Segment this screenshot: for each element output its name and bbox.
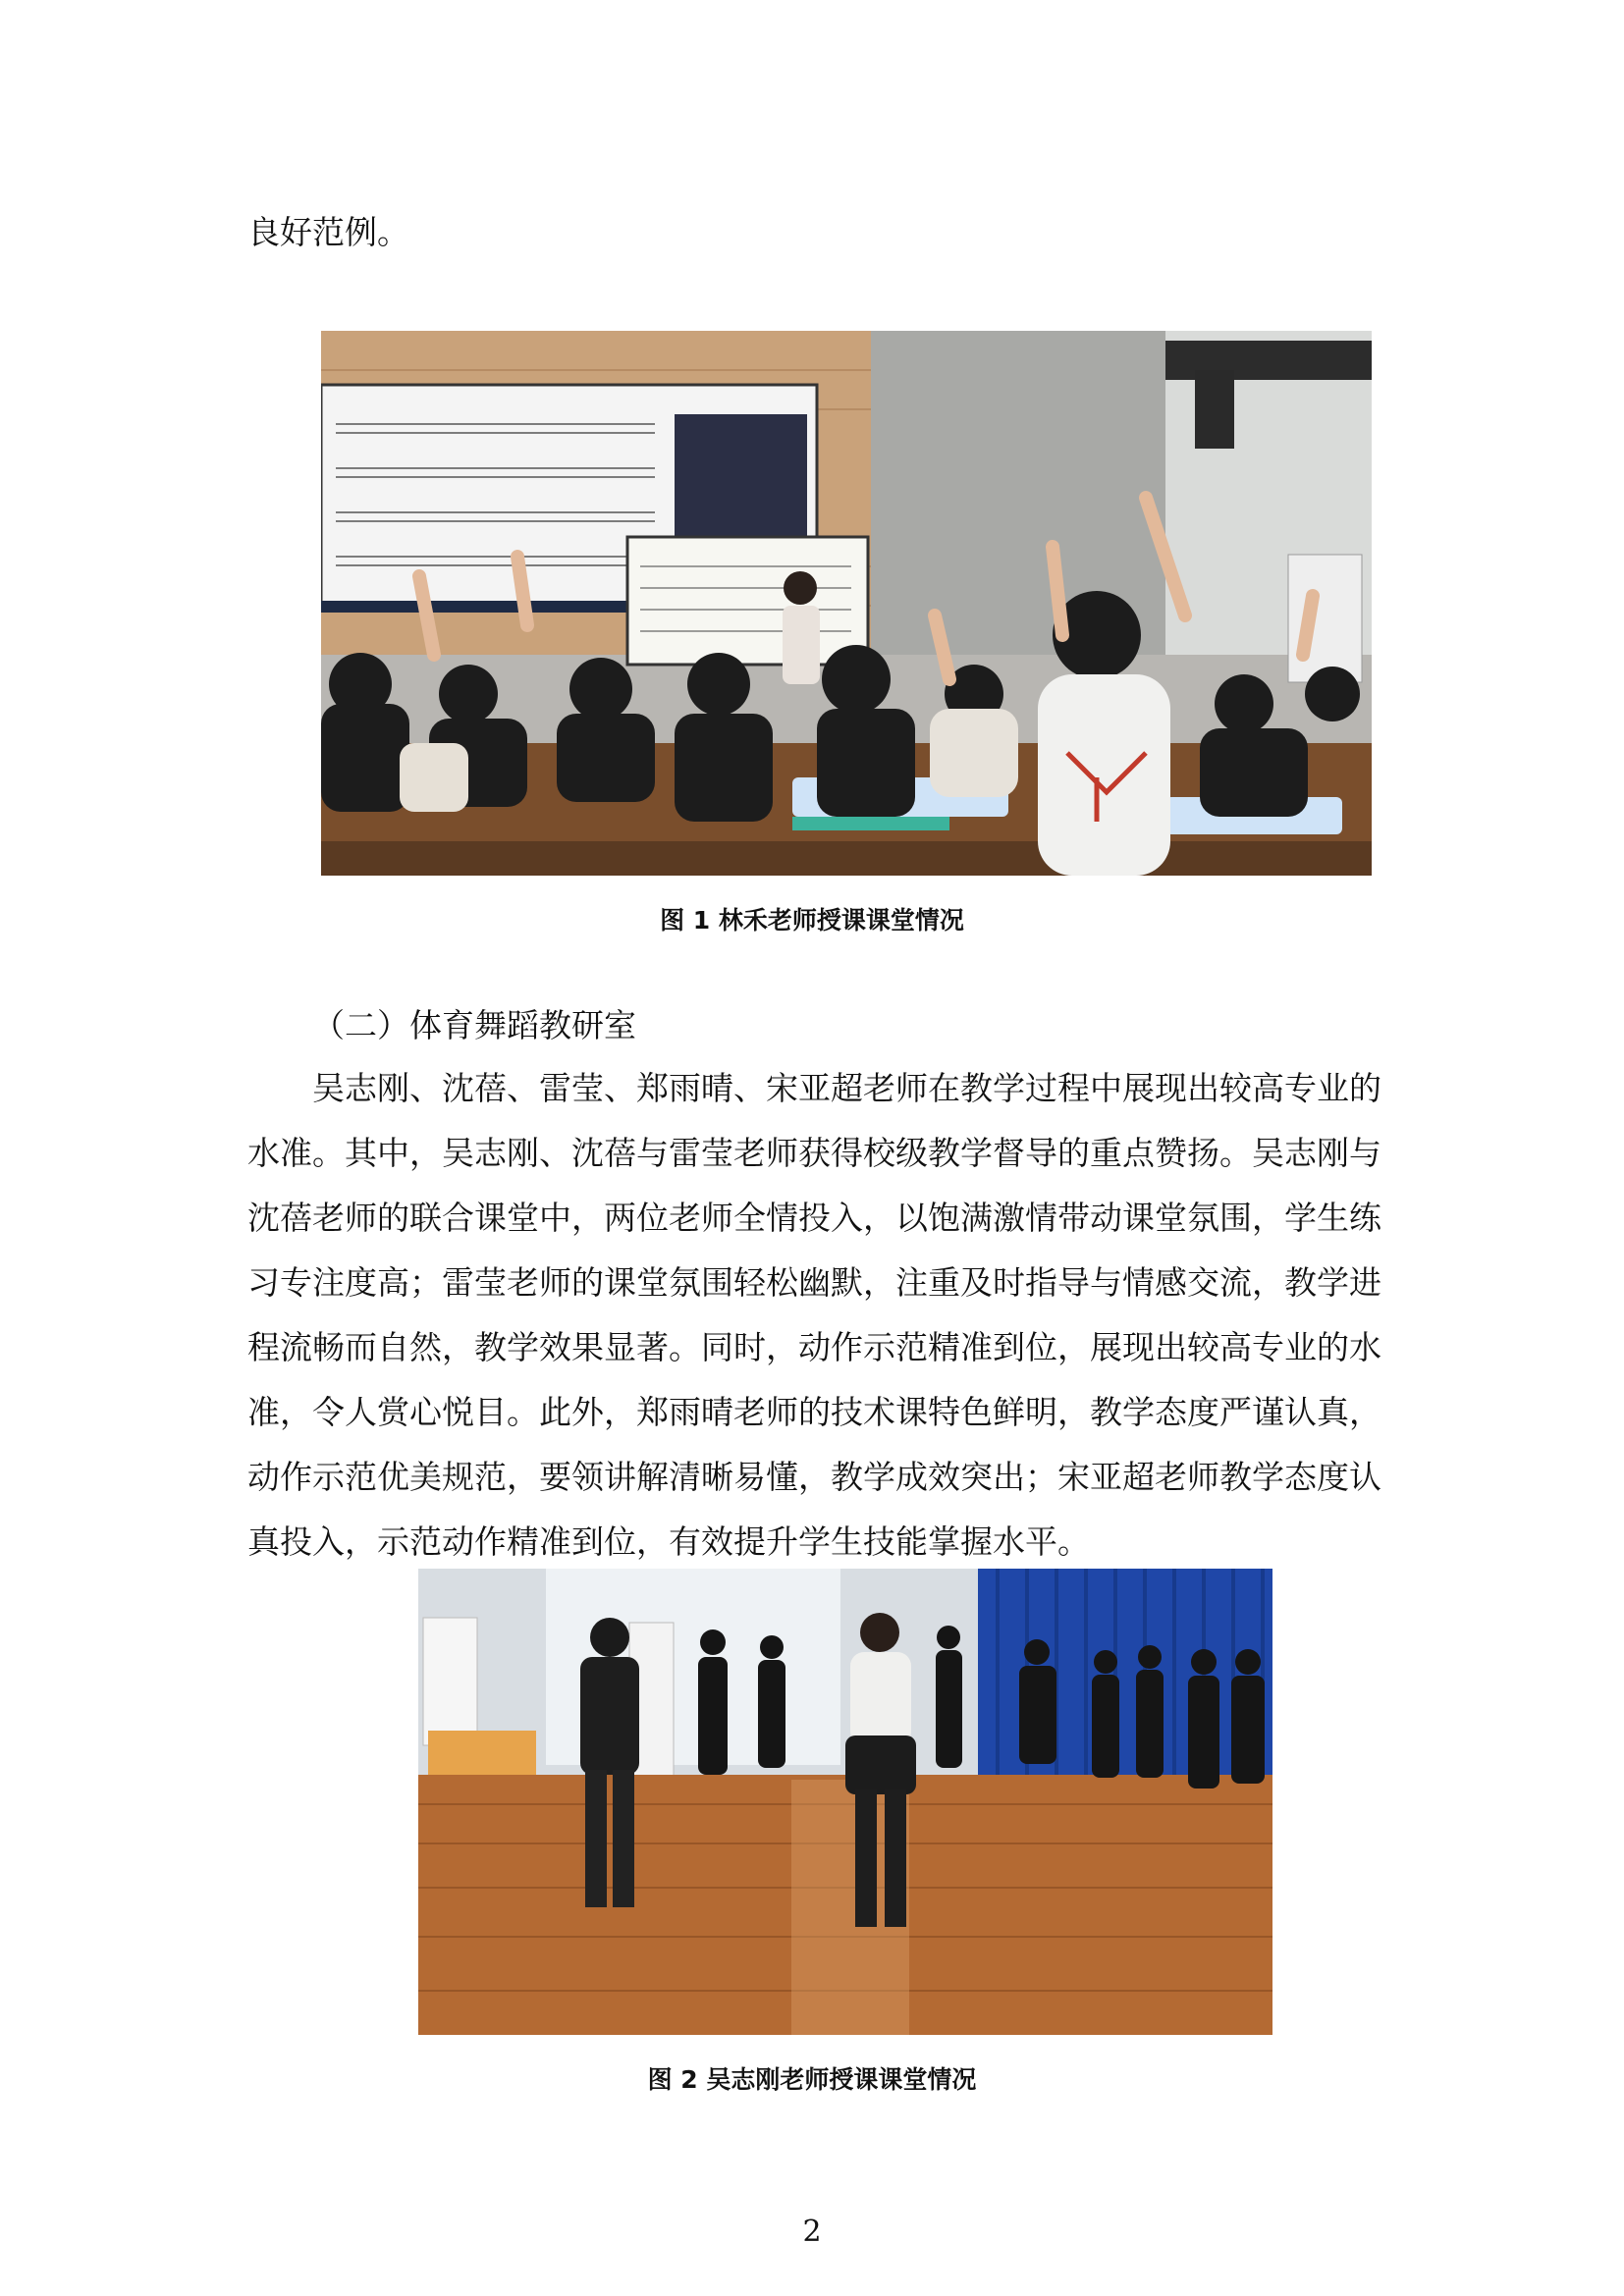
classroom-photo xyxy=(321,331,1372,876)
figure-2-photo xyxy=(418,1569,1272,2035)
figure-1-photo xyxy=(321,331,1372,876)
dance-studio-photo xyxy=(418,1569,1272,2035)
page-number: 2 xyxy=(802,2215,822,2249)
figure-1-caption: 图 1 林禾老师授课课堂情况 xyxy=(660,906,964,934)
section-heading: （二）体育舞蹈教研室 xyxy=(312,1006,636,1044)
top-text-fragment: 良好范例。 xyxy=(247,213,409,251)
figure-2-caption: 图 2 吴志刚老师授课课堂情况 xyxy=(647,2065,977,2094)
body-paragraph: 吴志刚、沈蓓、雷莹、郑雨晴、宋亚超老师在教学过程中展现出较高专业的水准。其中，吴志刚、沈蓓与雷莹老师获得校级教学督导的重点赞扬。吴志刚与沈蓓老师的联合课堂中，两位老师全情投入，以饱满激情带动课堂氛围，学生练习专注度高；雷莹老师的课堂氛围轻松幽默，注重及时指导与情感交流，教学进程流畅而自然，教学效果显著。同时，动作示范精准到位，展现出较高专业的水准，令人赏心悦目。此外，郑雨晴老师的技术课特色鲜明，教学态度严谨认真，动作示范优美规范，要领讲解清晰易懂，教学成效突出；宋亚超老师教学态度认真投入，示范动作精准到位，有效提升学生技能掌握水平。 xyxy=(247,1069,1381,1561)
